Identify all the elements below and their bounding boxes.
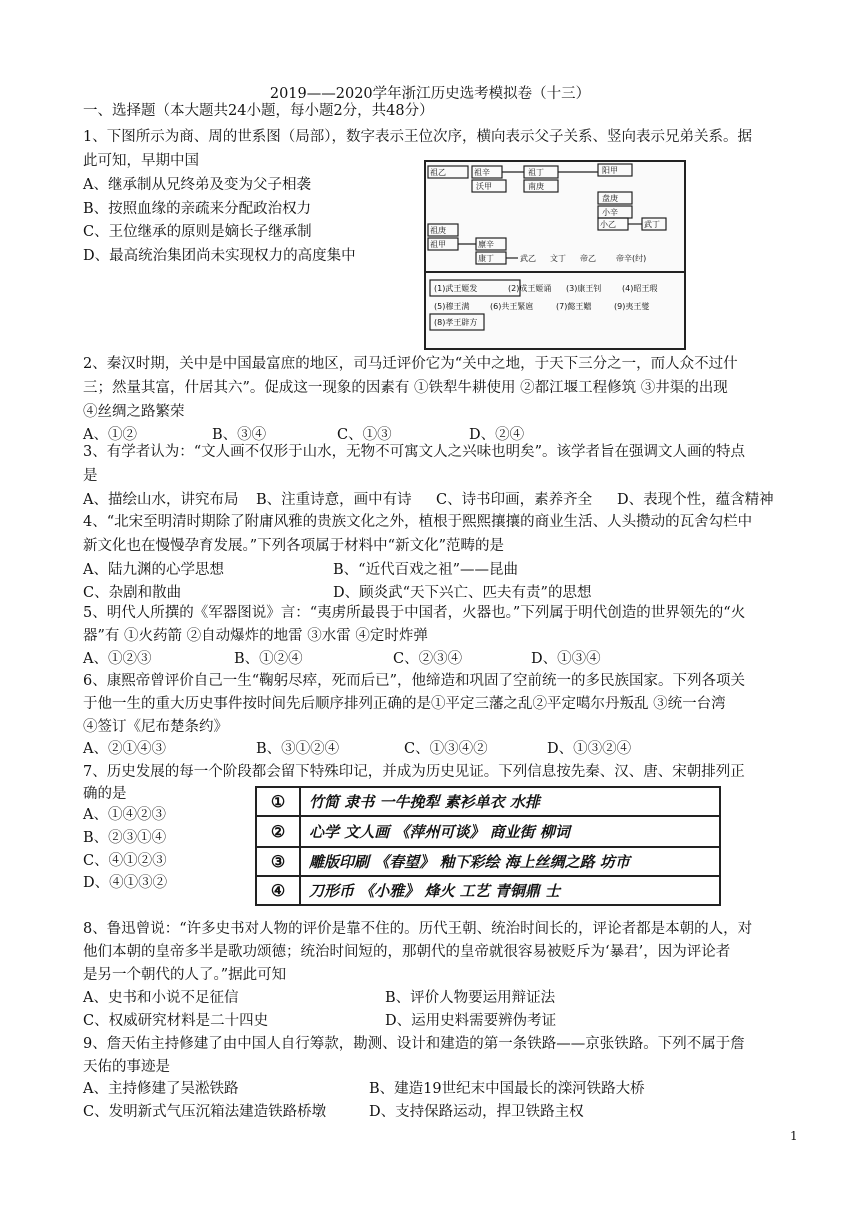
q8-option-b: B、评价人物要运用辩证法 (385, 990, 556, 1006)
q9-option-b: B、建造19世纪末中国最长的滦河铁路大桥 (369, 1081, 645, 1097)
q1-option-d: D、最高统治集团尚未实现权力的高度集中 (83, 248, 356, 264)
fig-r1d: 阳甲 (602, 166, 618, 175)
fig-r4a: 小乙 (600, 220, 616, 229)
q7-row-text: 雕版印刷 《春望》 釉下彩绘 海上丝绸之路 坊市 (309, 853, 630, 871)
fig-r1a: 祖乙 (430, 168, 446, 177)
fig-w3: (3)康王钊 (566, 284, 602, 293)
q5-option-b: B、①②④ (234, 651, 303, 667)
q7-option-b: B、②③①④ (83, 830, 167, 846)
q1-stem-line1: 1、下图所示为商、周的世系图（局部），数字表示王位次序，横向表示父子关系、竖向表示兄弟关系。据 (83, 129, 752, 145)
q6-option-a: A、②①④③ (83, 741, 166, 757)
fig-r3a: 小辛 (602, 208, 618, 217)
q4-option-c: C、杂剧和散曲 (83, 585, 182, 601)
q7-row-text: 心学 文人画 《萍州可谈》 商业街 柳词 (309, 823, 570, 841)
q7-table-row (257, 815, 719, 846)
q3-stem-line1: 3、有学者认为：“文人画不仅形于山水，无物不可寓文人之兴味也明矣”。该学者旨在强调文人画的特点 (83, 444, 746, 460)
q9-stem-line1: 9、詹天佑主持修建了由中国人自行筹款，勘测、设计和建造的第一条铁路——京张铁路。下列不属于詹 (83, 1036, 745, 1052)
q7-row-number: ③ (257, 848, 301, 875)
q5-option-c: C、②③④ (393, 651, 463, 667)
fig-w9: (9)夷王燮 (614, 302, 650, 311)
q7-row-number: ② (257, 817, 301, 846)
q9-option-d: D、支持保路运动，捍卫铁路主权 (369, 1104, 584, 1120)
q3-option-b: B、注重诗意，画中有诗 (256, 492, 412, 508)
q7-table-row (257, 788, 719, 815)
q7-row-text: 竹简 隶书 一牛挽犁 素衫单衣 水排 (309, 793, 540, 811)
q8-stem-line3: 是另一个朝代的人了。”据此可知 (83, 967, 287, 983)
q7-table-row (257, 846, 719, 875)
fig-r7e: 帝辛(纣) (616, 254, 647, 263)
q4-option-d: D、顾炎武“天下兴亡、匹夫有责”的思想 (333, 585, 592, 601)
q7-row-number: ① (257, 788, 301, 815)
q7-option-d: D、④①③② (83, 875, 168, 891)
section-heading: 一、选择题（本大题共24小题，每小题2分，共48分） (83, 103, 434, 119)
q5-stem-line2: 器”有 ①火药箭 ②自动爆炸的地雷 ③水雷 ④定时炸弹 (83, 628, 428, 644)
page-title: 2019——2020学年浙江历史选考模拟卷（十三） (269, 86, 591, 102)
q1-option-a: A、继承制从兄终弟及变为父子相袭 (83, 177, 311, 193)
q9-stem-line2: 天佑的事迹是 (83, 1059, 170, 1075)
q7-option-a: A、①④②③ (83, 807, 166, 823)
fig-r2b: 南庚 (528, 182, 544, 191)
q5-option-a: A、①②③ (83, 651, 152, 667)
q5-option-d: D、①③④ (531, 651, 601, 667)
q2-option-b: B、③④ (212, 427, 267, 443)
q2-option-a: A、①② (83, 427, 137, 443)
q3-option-a: A、描绘山水，讲究布局 (83, 492, 239, 508)
q1-stem-line2: 此可知，早期中国 (83, 153, 199, 169)
fig-w8: (8)孝王辟方 (434, 318, 478, 327)
q6-stem-line3: ④签订《尼布楚条约》 (83, 719, 228, 735)
q9-option-a: A、主持修建了吴淞铁路 (83, 1081, 239, 1097)
page-number: 1 (790, 1129, 798, 1143)
q9-option-c: C、发明新式气压沉箱法建造铁路桥墩 (83, 1104, 327, 1120)
fig-r1c: 祖丁 (528, 168, 544, 177)
fig-r5a: 祖庚 (430, 226, 446, 235)
genealogy-svg (426, 162, 684, 348)
q2-stem-line1: 2、秦汉时期，关中是中国最富庶的地区，司马迁评价它为“关中之地，于天下三分之一，而人众不过什 (83, 356, 738, 372)
q8-option-c: C、权威研究材料是二十四史 (83, 1013, 269, 1029)
q7-row-text: 刀形币 《小雅》 烽火 工艺 青铜鼎 士 (309, 882, 561, 900)
fig-r7b: 武乙 (520, 254, 536, 263)
fig-w5: (5)穆王满 (434, 302, 470, 311)
q4-stem-line2: 新文化也在慢慢孕育发展。”下列各项属于材料中“新文化”范畴的是 (83, 538, 504, 554)
q8-option-a: A、史书和小说不足征信 (83, 990, 239, 1006)
q6-option-b: B、③①②④ (256, 741, 340, 757)
q7-table-row (257, 875, 719, 904)
q7-row-number: ④ (257, 877, 301, 904)
fig-r7c: 文丁 (550, 254, 566, 263)
q6-stem-line2: 于他一生的重大历史事件按时间先后顺序排列正确的是①平定三藩之乱②平定噶尔丹叛乱 ③统一台湾 (83, 696, 726, 712)
fig-w7: (7)懿王囏 (556, 302, 592, 311)
q3-option-c: C、诗书印画，素养齐全 (436, 492, 593, 508)
fig-r6a: 祖甲 (430, 240, 446, 249)
fig-r1b: 祖辛 (474, 168, 490, 177)
q6-option-d: D、①③②④ (547, 741, 632, 757)
q7-stem-line2: 确的是 (83, 786, 127, 802)
q7-stem-line1: 7、历史发展的每一个阶段都会留下特殊印记，并成为历史见证。下列信息按先秦、汉、唐、宋朝排列正 (83, 764, 745, 780)
q6-option-c: C、①③④② (404, 741, 488, 757)
q8-stem-line1: 8、鲁迅曾说：“许多史书对人物的评价是靠不住的。历代王朝、统治时间长的，评论者都是本朝的人，对 (83, 921, 753, 937)
fig-w2: (2)成王姬诵 (508, 284, 552, 293)
q1-option-c: C、王位继承的原则是嫡长子继承制 (83, 224, 312, 240)
q7-info-table (255, 786, 721, 906)
q5-stem-line1: 5、明代人所撰的《军器图说》言：“夷虏所最畏于中国者，火器也。”下列属于明代创造的世界领先的“火 (83, 605, 746, 621)
fig-r4b: 武丁 (644, 220, 660, 229)
q8-stem-line2: 他们本朝的皇帝多半是歌功颂德；统治时间短的，那朝代的皇帝就很容易被贬斥为‘暴君’，因为评论者 (83, 944, 731, 960)
fig-w6: (6)共王緊扈 (490, 302, 534, 311)
fig-r2a: 沃甲 (476, 182, 492, 191)
fig-w1: (1)武王姬发 (434, 284, 478, 293)
q2-option-c: C、①③ (337, 427, 392, 443)
q4-option-b: B、“近代百戏之祖”——昆曲 (333, 562, 518, 578)
q3-stem-line2: 是 (83, 468, 98, 484)
genealogy-figure (424, 160, 686, 350)
q4-stem-line1: 4、“北宋至明清时期除了附庸风雅的贵族文化之外，植根于熙熙攘攘的商业生活、人头攒动的瓦舍勾栏中 (83, 514, 753, 530)
q2-stem-line2: 三；然量其富，什居其六”。促成这一现象的因素有 ①铁犁牛耕使用 ②都江堰工程修筑 ③井渠的出现 (83, 380, 728, 396)
q3-option-d: D、表现个性，蕴含精神 (617, 492, 774, 508)
fig-r2c: 盘庚 (602, 194, 618, 203)
q8-option-d: D、运用史料需要辨伪考证 (385, 1013, 557, 1029)
fig-r6b: 廪辛 (478, 240, 494, 249)
q2-option-d: D、②④ (469, 427, 525, 443)
q6-stem-line1: 6、康熙帝曾评价自己一生“鞠躬尽瘁，死而后已”，他缔造和巩固了空前统一的多民族国家。下列各项关 (83, 673, 746, 689)
q4-option-a: A、陆九渊的心学思想 (83, 562, 224, 578)
fig-w4: (4)昭王瑕 (622, 284, 658, 293)
q2-stem-line3: ④丝绸之路繁荣 (83, 404, 185, 420)
fig-r7d: 帝乙 (580, 254, 596, 263)
q1-option-b: B、按照血缘的亲疏来分配政治权力 (83, 201, 312, 217)
fig-r7a: 康丁 (478, 254, 494, 263)
q7-option-c: C、④①②③ (83, 853, 167, 869)
